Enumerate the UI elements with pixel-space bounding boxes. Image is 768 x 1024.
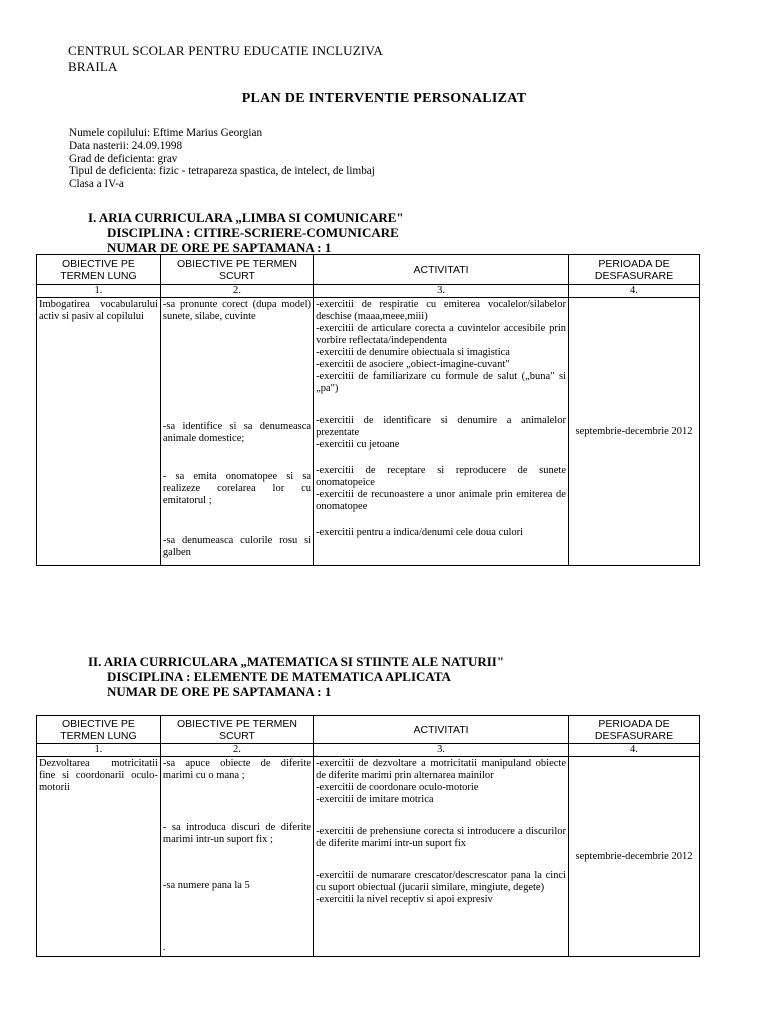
col-activities-header: ACTIVITATI <box>314 255 569 285</box>
activity-item: -exercitii de coordonare oculo-motorie <box>316 782 479 793</box>
section-2-area: II. ARIA CURRICULARA „MATEMATICA SI STIINTE ALE NATURII" <box>88 654 505 669</box>
long-term-objective: Imbogatirea vocabularului activ si pasiv al copilului <box>37 298 161 566</box>
activities <box>314 298 569 566</box>
activity-item: -exercitii de respiratie cu emiterea vocalelor/silabelor deschise (maaa,meee,miii) <box>316 299 566 322</box>
activity-item: -exercitii de dezvoltare a motricitatii manipuland obiecte de diferite marimi prin alternarea mainilor <box>316 758 566 781</box>
activity-item: -exercitii de receptare si reproducere de sunete onomatopeice <box>316 465 566 488</box>
activity-item: -exercitii de recunoastere a unor animale prin emiterea de onomatopee <box>316 489 566 512</box>
short-term-item: -sa apuce obiecte de diferite marimi cu o mana ; <box>162 758 312 781</box>
deficiency-degree: Grad de deficienta: grav <box>69 152 178 165</box>
section-2-heading <box>88 654 504 699</box>
child-name: Numele copilului: Eftime Marius Georgian <box>69 127 263 139</box>
col-number: 4. <box>568 744 699 757</box>
section-1-area: I. ARIA CURRICULARA „LIMBA SI COMUNICARE" <box>88 210 404 225</box>
table-header-row <box>37 255 700 285</box>
section-1-heading <box>88 210 404 255</box>
col-number: 3. <box>314 285 569 298</box>
short-term-item: -sa numere pana la 5 <box>162 880 250 891</box>
period-cell: septembrie-decembrie 2012 <box>568 757 699 957</box>
short-term-item: -sa pronunte corect (dupa model) sunete, silabe, cuvinte <box>162 299 312 322</box>
short-term-objectives <box>160 757 313 957</box>
page-title: PLAN DE INTERVENTIE PERSONALIZAT <box>241 91 527 106</box>
activity-item: -exercitii de asociere „obiect-imagine-cuvant" <box>316 359 510 370</box>
section-2-hours: NUMAR DE ORE PE SAPTAMANA : 1 <box>107 684 332 699</box>
period-cell: septembrie-decembrie 2012 <box>568 298 699 566</box>
col-long-term-header: OBIECTIVE PE TERMEN LUNG <box>37 716 161 744</box>
activity-item: -exercitii de numarare crescator/descrescator pana la cinci cu suport obiectual (jucarii similare, mingiute, degete) <box>316 870 566 893</box>
activity-item: -exercitii de prehensiune corecta si introducere a discurilor de diferite marimi intr-un suport fix <box>316 826 566 849</box>
col-number: 2. <box>160 744 313 757</box>
short-term-item: - sa emita onomatopee si sa realizeze corelarea lor cu emitatorul ; <box>162 471 312 506</box>
child-birthdate: Data nasterii: 24.09.1998 <box>69 139 183 152</box>
short-term-item: -sa identifice si sa denumeasca animale domestice; <box>162 421 312 444</box>
school-header <box>68 43 383 75</box>
school-city: BRAILA <box>68 59 118 74</box>
section-2-discipline: DISCIPLINA : ELEMENTE DE MATEMATICA APLICATA <box>107 669 451 684</box>
activity-item: -exercitii de imitare motrica <box>316 794 434 805</box>
col-long-term-header: OBIECTIVE PE TERMEN LUNG <box>37 255 161 285</box>
col-number: 2. <box>160 285 313 298</box>
table-number-row <box>37 285 700 298</box>
col-number: 1. <box>37 285 161 298</box>
col-short-term-header: OBIECTIVE PE TERMEN SCURT <box>160 716 313 744</box>
activity-item: -exercitii pentru a indica/denumi cele doua culori <box>316 527 524 538</box>
short-term-item: - sa introduca discuri de diferite marimi intr-un suport fix ; <box>162 822 312 845</box>
activity-item: -exercitii de familiarizare cu formule de salut („buna" si „pa") <box>316 371 566 394</box>
long-term-objective: Dezvoltarea motricitatii fine si coordonarii oculo-motorii <box>37 757 161 957</box>
table-row <box>37 757 700 957</box>
table-header-row <box>37 716 700 744</box>
col-activities-header: ACTIVITATI <box>314 716 569 744</box>
activity-item: -exercitii la nivel receptiv si apoi expresiv <box>316 894 493 905</box>
activity-item: -exercitii de articulare corecta a cuvintelor accesibile prin vorbire reflectata/independenta <box>316 323 566 346</box>
col-period-header: PERIOADA DE DESFASURARE <box>568 716 699 744</box>
table-number-row <box>37 744 700 757</box>
section-1-table <box>36 254 700 566</box>
short-term-item: -sa denumeasca culorile rosu si galben <box>162 535 312 558</box>
short-term-objectives <box>160 298 313 566</box>
section-1-discipline: DISCIPLINA : CITIRE-SCRIERE-COMUNICARE <box>107 225 399 240</box>
section-2-table <box>36 715 700 957</box>
school-name: CENTRUL SCOLAR PENTRU EDUCATIE INCLUZIVA <box>68 43 383 58</box>
deficiency-type: Tipul de deficienta: fizic - tetrapareza spastica, de intelect, de limbaj <box>69 165 375 178</box>
table-row <box>37 298 700 566</box>
col-period-header: PERIOADA DE DESFASURARE <box>568 255 699 285</box>
col-number: 1. <box>37 744 161 757</box>
short-term-item: . <box>162 942 166 953</box>
col-short-term-header: OBIECTIVE PE TERMEN SCURT <box>160 255 313 285</box>
child-info <box>69 127 375 191</box>
activity-item: -exercitii de identificare si denumire a animalelor prezentate <box>316 415 566 438</box>
activity-item: -exercitii de denumire obiectuala si imagistica <box>316 347 510 358</box>
activities <box>314 757 569 957</box>
col-number: 4. <box>568 285 699 298</box>
activity-item: -exercitii cu jetoane <box>316 439 400 450</box>
child-class: Clasa a IV-a <box>69 178 124 191</box>
section-1-hours: NUMAR DE ORE PE SAPTAMANA : 1 <box>107 240 332 255</box>
col-number: 3. <box>314 744 569 757</box>
